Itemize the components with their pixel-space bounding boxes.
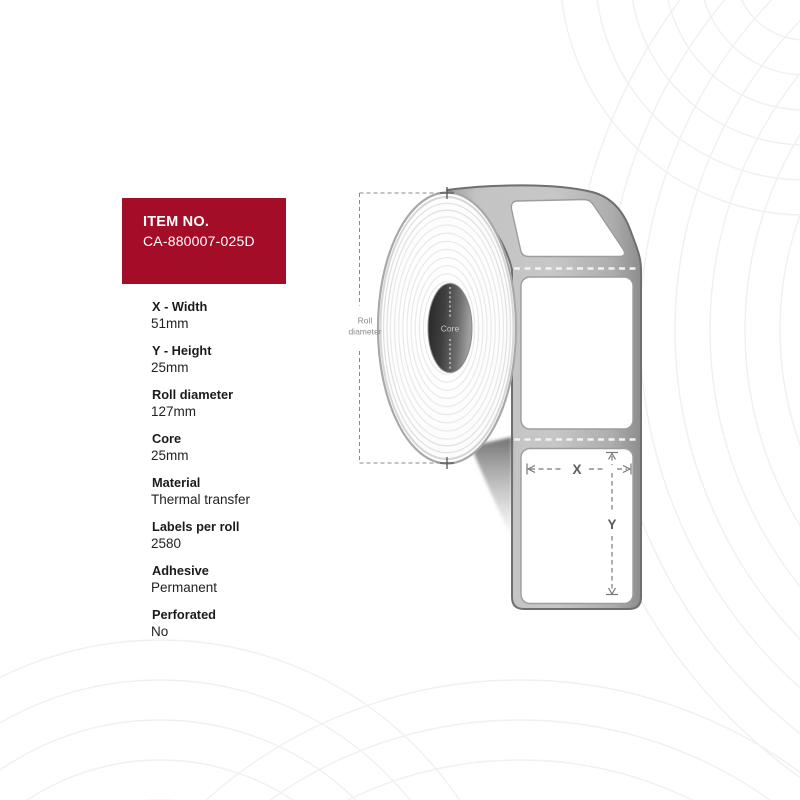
spec-label: X - Width <box>152 299 208 314</box>
roll-diameter-label-line1: Roll <box>357 315 373 326</box>
spec-item <box>150 343 360 376</box>
spec-value: 25mm <box>151 360 189 375</box>
spec-item <box>150 563 360 596</box>
label-roll <box>378 193 516 464</box>
height-dimension-label: Y <box>607 517 617 532</box>
spec-label: Material <box>152 475 201 490</box>
spec-value: No <box>151 624 169 639</box>
spec-item <box>150 475 360 508</box>
spec-list <box>150 299 360 651</box>
spec-value: 51mm <box>151 316 189 331</box>
roll-diameter-label-line2: diameter <box>348 326 382 337</box>
spec-value: 25mm <box>151 448 189 463</box>
spec-label: Labels per roll <box>152 519 240 534</box>
spec-item <box>150 387 360 420</box>
spec-label: Adhesive <box>152 563 209 578</box>
spec-item <box>150 519 360 552</box>
roll-shadow <box>471 437 512 540</box>
spec-label: Roll diameter <box>152 387 234 402</box>
label-middle <box>521 277 633 429</box>
spec-value: Permanent <box>151 580 218 595</box>
spec-item <box>150 431 360 464</box>
spec-label: Core <box>152 431 182 446</box>
badge-item-number: CA-880007-025D <box>143 233 255 249</box>
spec-label: Perforated <box>152 607 217 622</box>
spec-value: 127mm <box>151 404 197 419</box>
spec-value: Thermal transfer <box>151 492 251 507</box>
item-badge <box>122 198 286 284</box>
spec-label: Y - Height <box>152 343 212 358</box>
core-label: Core <box>440 323 460 334</box>
spec-item <box>150 607 360 640</box>
width-dimension-label: X <box>572 462 582 477</box>
spec-value: 2580 <box>151 536 182 551</box>
spec-item <box>150 299 360 332</box>
badge-title: ITEM NO. <box>143 214 210 230</box>
